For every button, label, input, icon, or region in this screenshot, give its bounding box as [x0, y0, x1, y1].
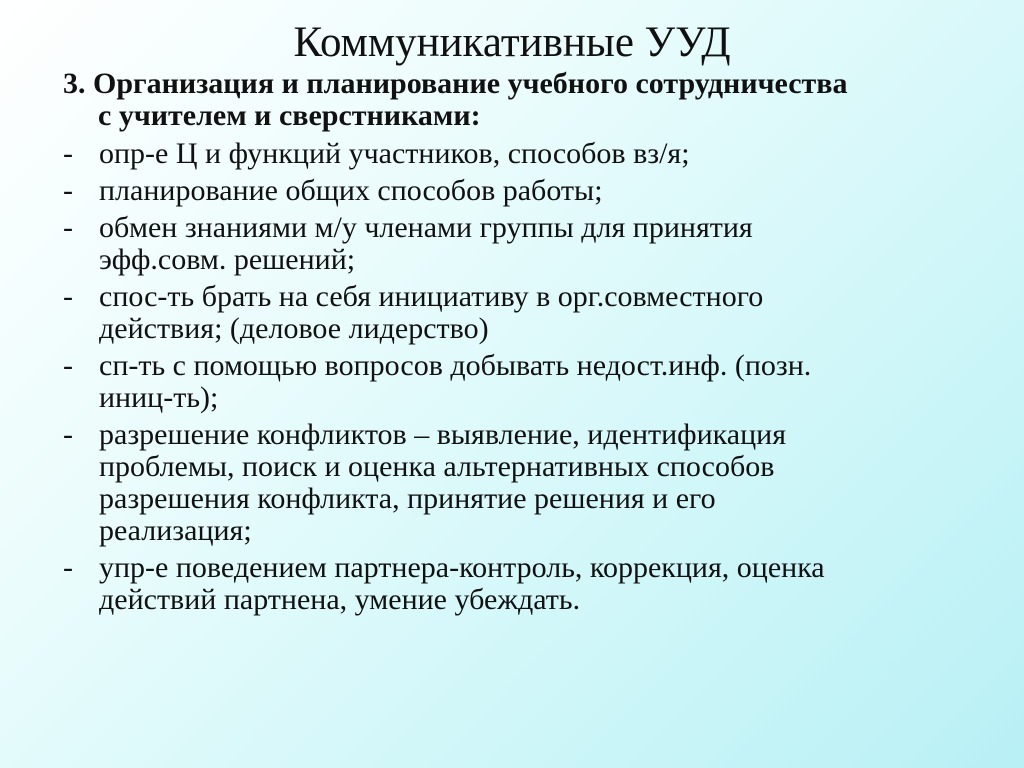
bullet-list [63, 138, 963, 621]
bullet-dash: - [63, 137, 73, 170]
bullet-dash: - [63, 349, 73, 382]
list-item-text: спос-ть брать на себя инициативу в орг.совместного действия; (деловое лидерство) [99, 280, 764, 345]
list-item-text: опр-е Ц и функций участников, способов вз/я; [99, 137, 690, 170]
list-item-text: обмен знаниями м/у членами группы для принятия эфф.совм. решений; [99, 211, 753, 276]
list-item [63, 281, 963, 345]
bullet-dash: - [63, 551, 73, 584]
heading-line-2: с учителем и сверстниками: [98, 99, 481, 132]
slide-title: Коммуникативные УУД [293, 19, 731, 66]
list-item-text: упр-е поведением партнера-контроль, коррекция, оценка действий партнена, умение убеждать. [99, 551, 825, 616]
list-item [63, 419, 963, 547]
list-item [63, 552, 963, 616]
list-item-text: планирование общих способов работы; [99, 174, 603, 207]
section-heading [63, 68, 983, 132]
list-item-text: разрешение конфликтов – выявление, идентификация проблемы, поиск и оценка альтернативных способов разрешения конфликта, принятие решения и его реализация; [99, 418, 786, 547]
list-item [63, 138, 963, 170]
heading-line-1: 3. Организация и планирование учебного сотрудничества [63, 67, 848, 100]
list-item-text: сп-ть с помощью вопросов добывать недост.инф. (позн. иниц-ть); [99, 349, 812, 414]
list-item [63, 212, 963, 276]
list-item [63, 175, 963, 207]
bullet-dash: - [63, 418, 73, 451]
bullet-dash: - [63, 280, 73, 313]
bullet-dash: - [63, 211, 73, 244]
bullet-dash: - [63, 174, 73, 207]
list-item [63, 350, 963, 414]
